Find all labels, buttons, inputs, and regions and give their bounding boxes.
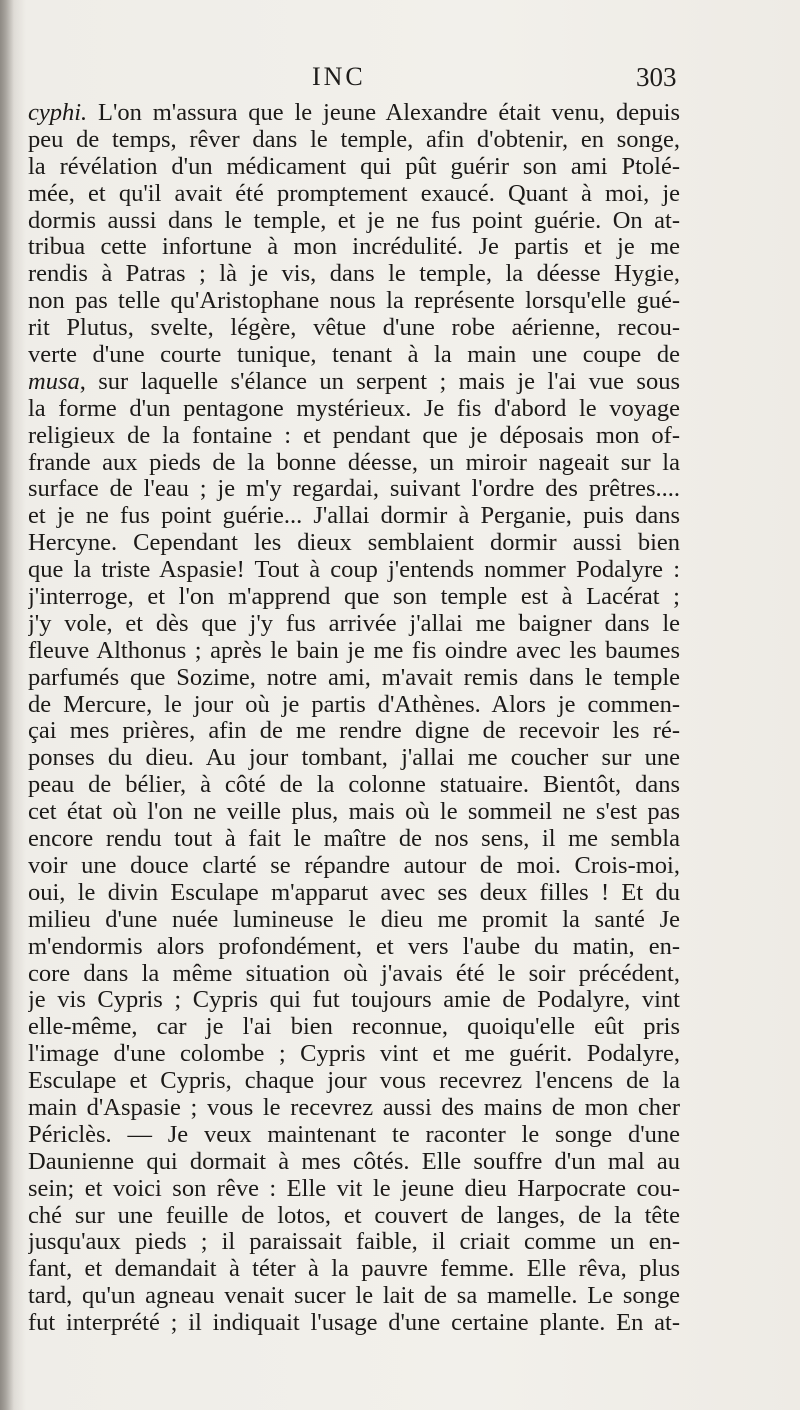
text-line: l'image d'une colombe ; Cypris vint et me guérit. Podalyre, — [28, 1041, 680, 1068]
text-line: Hercyne. Cependant les dieux semblaient dormir aussi bien — [28, 530, 680, 557]
text-line: ponses du dieu. Au jour tombant, j'allai me coucher sur une — [28, 745, 680, 772]
text-line: je vis Cypris ; Cypris qui fut toujours amie de Podalyre, vint — [28, 987, 680, 1014]
text-line: core dans la même situation où j'avais été le soir précédent, — [28, 960, 680, 987]
text-line: m'endormis alors profondément, et vers l'aube du matin, en- — [28, 933, 680, 960]
text-line: surface de l'eau ; je m'y regardai, suivant l'ordre des prêtres.... — [28, 476, 680, 503]
text-line: j'interroge, et l'on m'apprend que son temple est à Lacérat ; — [28, 584, 680, 611]
text-line: cyphi. L'on m'assura que le jeune Alexandre était venu, depuis — [28, 100, 680, 126]
text-line: la forme d'un pentagone mystérieux. Je fis d'abord le voyage — [28, 395, 680, 422]
text-line: çai mes prières, afin de me rendre digne de recevoir les ré- — [28, 718, 680, 745]
italic-term: cyphi. — [28, 100, 88, 126]
text-line: Périclès. — Je veux maintenant te raconter le songe d'une — [28, 1121, 680, 1148]
text-line: fut interprété ; il indiquait l'usage d'une certaine plante. En at- — [28, 1310, 680, 1337]
text-line: mée, et qu'il avait été promptement exaucé. Quant à moi, je — [28, 180, 680, 207]
text-line: peu de temps, rêver dans le temple, afin d'obtenir, en songe, — [28, 126, 680, 153]
text-line: de Mercure, le jour où je partis d'Athènes. Alors je commen- — [28, 691, 680, 718]
text-line: cet état où l'on ne veille plus, mais où le sommeil ne s'est pas — [28, 799, 680, 826]
text-line: ché sur une feuille de lotos, et couvert de langes, de la tête — [28, 1202, 680, 1229]
running-head — [0, 62, 800, 98]
text-line: sein; et voici son rêve : Elle vit le jeune dieu Harpocrate cou- — [28, 1175, 680, 1202]
text-line: main d'Aspasie ; vous le recevrez aussi des mains de mon cher — [28, 1094, 680, 1121]
text-line: Daunienne qui dormait à mes côtés. Elle souffre d'un mal au — [28, 1148, 680, 1175]
text-line: tard, qu'un agneau venait sucer le lait de sa mamelle. Le songe — [28, 1283, 680, 1310]
text-line: fleuve Althonus ; après le bain je me fis oindre avec les baumes — [28, 637, 680, 664]
text-line: frande aux pieds de la bonne déesse, un miroir nageait sur la — [28, 449, 680, 476]
text-line: oui, le divin Esculape m'apparut avec ses deux filles ! Et du — [28, 879, 680, 906]
text-line: peau de bélier, à côté de la colonne statuaire. Bientôt, dans — [28, 772, 680, 799]
text-line: Esculape et Cypris, chaque jour vous recevrez l'encens de la — [28, 1068, 680, 1095]
text-line: la révélation d'un médicament qui pût guérir son ami Ptolé- — [28, 153, 680, 180]
text-line: religieux de la fontaine : et pendant que je déposais mon of- — [28, 422, 680, 449]
text-line: voir une douce clarté se répandre autour de moi. Crois-moi, — [28, 852, 680, 879]
text-line: rit Plutus, svelte, légère, vêtue d'une robe aérienne, recou- — [28, 315, 680, 342]
text-line: verte d'une courte tunique, tenant à la main une coupe de — [28, 342, 680, 369]
body-text — [28, 100, 680, 1337]
text-line: parfumés que Sozime, notre ami, m'avait remis dans le temple — [28, 664, 680, 691]
text-line: jusqu'aux pieds ; il paraissait faible, il criait comme un en- — [28, 1229, 680, 1256]
text-line: j'y vole, et dès que j'y fus arrivée j'allai me baigner dans le — [28, 610, 680, 637]
text-line: non pas telle qu'Aristophane nous la représente lorsqu'elle gué- — [28, 288, 680, 315]
text-line: que la triste Aspasie! Tout à coup j'entends nommer Podalyre : — [28, 557, 680, 584]
text-line: tribua cette infortune à mon incrédulité. Je partis et je me — [28, 234, 680, 261]
text-line: et je ne fus point guérie... J'allai dormir à Perganie, puis dans — [28, 503, 680, 530]
text-line: fant, et demandait à téter à la pauvre femme. Elle rêva, plus — [28, 1256, 680, 1283]
running-title: INC — [312, 62, 366, 91]
page-number: 303 — [636, 62, 677, 92]
text-line: milieu d'une nuée lumineuse le dieu me promit la santé Je — [28, 906, 680, 933]
text-line: dormis aussi dans le temple, et je ne fus point guérie. On at- — [28, 207, 680, 234]
text-line: musa, sur laquelle s'élance un serpent ; mais je l'ai vue sous — [28, 368, 680, 395]
text-line: elle-même, car je l'ai bien reconnue, quoiqu'elle eût pris — [28, 1014, 680, 1041]
gutter-shadow — [0, 0, 14, 1410]
text-line: rendis à Patras ; là je vis, dans le temple, la déesse Hygie, — [28, 261, 680, 288]
text-line: encore rendu tout à fait le maître de nos sens, il me sembla — [28, 826, 680, 853]
italic-term: musa — [28, 368, 80, 395]
